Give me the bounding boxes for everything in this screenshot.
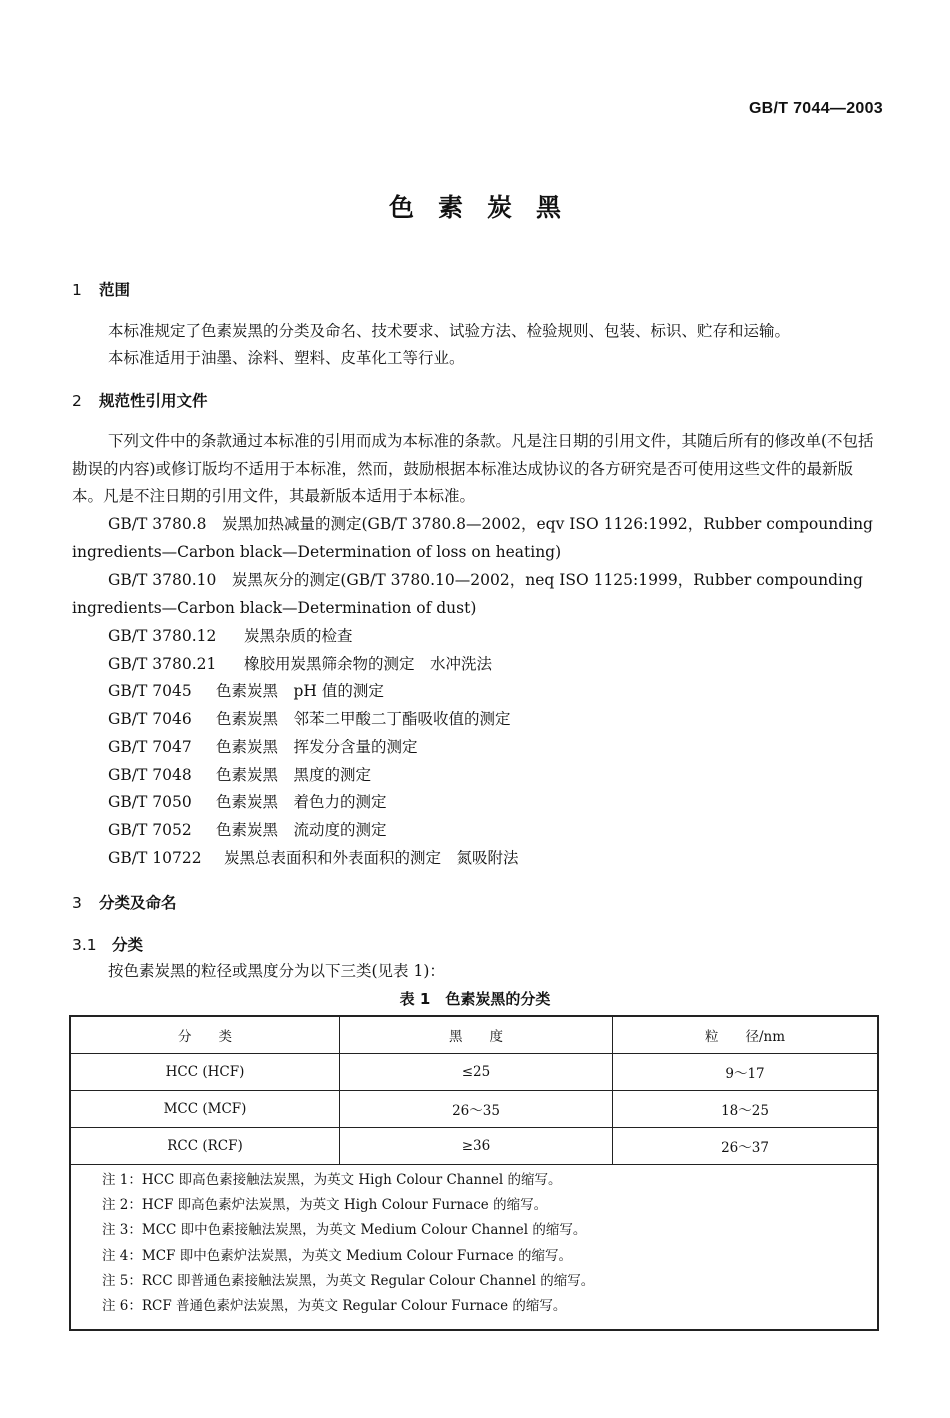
- table-header-row: [71, 1017, 877, 1054]
- table-cell: ≤25: [340, 1054, 613, 1091]
- table-cell: 26～35: [340, 1091, 613, 1128]
- section-title: 分类: [112, 936, 144, 954]
- section-number: 2: [72, 392, 82, 410]
- reference-item: [108, 654, 492, 674]
- section-3-heading: [72, 891, 177, 913]
- reference-code: GB/T 3780.12: [108, 627, 217, 645]
- table-note: 注 1：HCC 即高色素接触法炭黑，为英文 High Colour Channel 的缩写。: [102, 1172, 562, 1188]
- table-cell: HCC (HCF): [71, 1054, 340, 1091]
- reference-title: 色素炭黑 流动度的测定: [216, 820, 387, 839]
- reference-code: GB/T 7045: [108, 682, 192, 701]
- reference-item: [108, 792, 387, 812]
- reference-code: GB/T 3780.21: [108, 654, 217, 673]
- table-row: [71, 1091, 877, 1128]
- reference-title: 橡胶用炭黑筛余物的测定 水冲洗法: [244, 654, 493, 673]
- reference-code: GB/T 7050: [108, 793, 192, 812]
- reference-item: [108, 848, 519, 868]
- reference-item: [108, 737, 418, 757]
- reference-code: GB/T 7047: [108, 737, 192, 756]
- table-note: 注 5：RCC 即普通色素接触法炭黑，为英文 Regular Colour Channel 的缩写。: [102, 1272, 595, 1289]
- reference-item: [108, 626, 353, 646]
- classification-text: 按色素炭黑的粒径或黑度分为以下三类(见表 1)：: [108, 962, 445, 980]
- reference-title: 色素炭黑 邻苯二甲酸二丁酯吸收值的测定: [216, 710, 511, 729]
- table-cell: 26～37: [613, 1128, 878, 1165]
- reference-code: GB/T 10722: [108, 848, 202, 867]
- reference-item: [108, 709, 511, 729]
- section-title: 规范性引用文件: [99, 392, 208, 410]
- table-cell: 18～25: [613, 1091, 878, 1128]
- header-cell: 黑 度: [340, 1017, 613, 1054]
- page-title: 色素炭黑: [388, 193, 585, 222]
- table-note: 注 2：HCF 即高色素炉法炭黑，为英文 High Colour Furnace 的缩写。: [102, 1197, 548, 1214]
- section-title: 分类及命名: [99, 894, 177, 912]
- header-cell: 粒 径/nm: [613, 1017, 878, 1054]
- table-note: 注 6：RCF 普通色素炉法炭黑，为英文 Regular Colour Furnace 的缩写。: [102, 1298, 567, 1315]
- references-intro: 下列文件中的条款通过本标准的引用而成为本标准的条款。凡是注日期的引用文件，其随后所有的修改单(不包括勘误的内容)或修订版均不适用于本标准，然而，鼓励根据本标准达成协议的各方研究是否可使用这些文件的最新版本。凡是不注日期的引用文件，其最新版本适用于本标准。: [72, 432, 874, 505]
- table-note: 注 3：MCC 即中色素接触法炭黑，为英文 Medium Colour Channel 的缩写。: [102, 1222, 587, 1239]
- section-number: 3.1: [72, 936, 97, 954]
- table-cell: ≥36: [340, 1128, 613, 1165]
- reference-code: GB/T 7052: [108, 820, 192, 839]
- reference-item: [108, 820, 387, 840]
- table-row: [71, 1054, 877, 1091]
- reference-code: GB/T 7048: [108, 765, 192, 784]
- reference-long-1: GB/T 3780.8 炭黑加热减量的测定(GB/T 3780.8—2002，eqv ISO 1126:1992，Rubber compounding ingredients—Carbon black—Determination of loss on heating): [72, 515, 873, 561]
- section-title: 范围: [99, 281, 131, 299]
- header-cell: 分 类: [71, 1017, 340, 1054]
- reference-title: 炭黑杂质的检查: [244, 627, 353, 645]
- reference-title: 炭黑总表面积和外表面积的测定 氮吸附法: [224, 848, 519, 867]
- table-notes: [102, 1168, 594, 1319]
- reference-title: 色素炭黑 挥发分含量的测定: [216, 737, 418, 756]
- table-cell: RCC (RCF): [71, 1128, 340, 1165]
- standard-code: GB/T 7044—2003: [748, 100, 883, 117]
- scope-paragraph-2: 本标准适用于油墨、涂料、塑料、皮革化工等行业。: [108, 349, 465, 367]
- table-cell: MCC (MCF): [71, 1091, 340, 1128]
- scope-paragraph-1: 本标准规定了色素炭黑的分类及命名、技术要求、试验方法、检验规则、包装、标识、贮存和运输。: [108, 322, 791, 340]
- table-cell: 9～17: [613, 1054, 878, 1091]
- reference-long-2: GB/T 3780.10 炭黑灰分的测定(GB/T 3780.10—2002，neq ISO 1125:1999，Rubber compounding ingredients—Carbon black—Determination of dust): [72, 571, 863, 617]
- reference-item: [108, 681, 384, 701]
- reference-title: 色素炭黑 pH 值的测定: [216, 682, 384, 701]
- table-note: 注 4：MCF 即中色素炉法炭黑，为英文 Medium Colour Furnace 的缩写。: [102, 1247, 572, 1264]
- section-number: 3: [72, 894, 82, 912]
- section-1-heading: [72, 278, 130, 300]
- section-3-1-heading: [72, 933, 143, 955]
- reference-code: GB/T 7046: [108, 710, 192, 729]
- reference-title: 色素炭黑 着色力的测定: [216, 793, 387, 812]
- reference-title: 色素炭黑 黑度的测定: [216, 765, 372, 784]
- section-2-heading: [72, 389, 208, 411]
- reference-item: [108, 765, 371, 785]
- table-caption: 表 1 色素炭黑的分类: [399, 990, 551, 1008]
- section-number: 1: [72, 281, 82, 299]
- table-row: [71, 1128, 877, 1165]
